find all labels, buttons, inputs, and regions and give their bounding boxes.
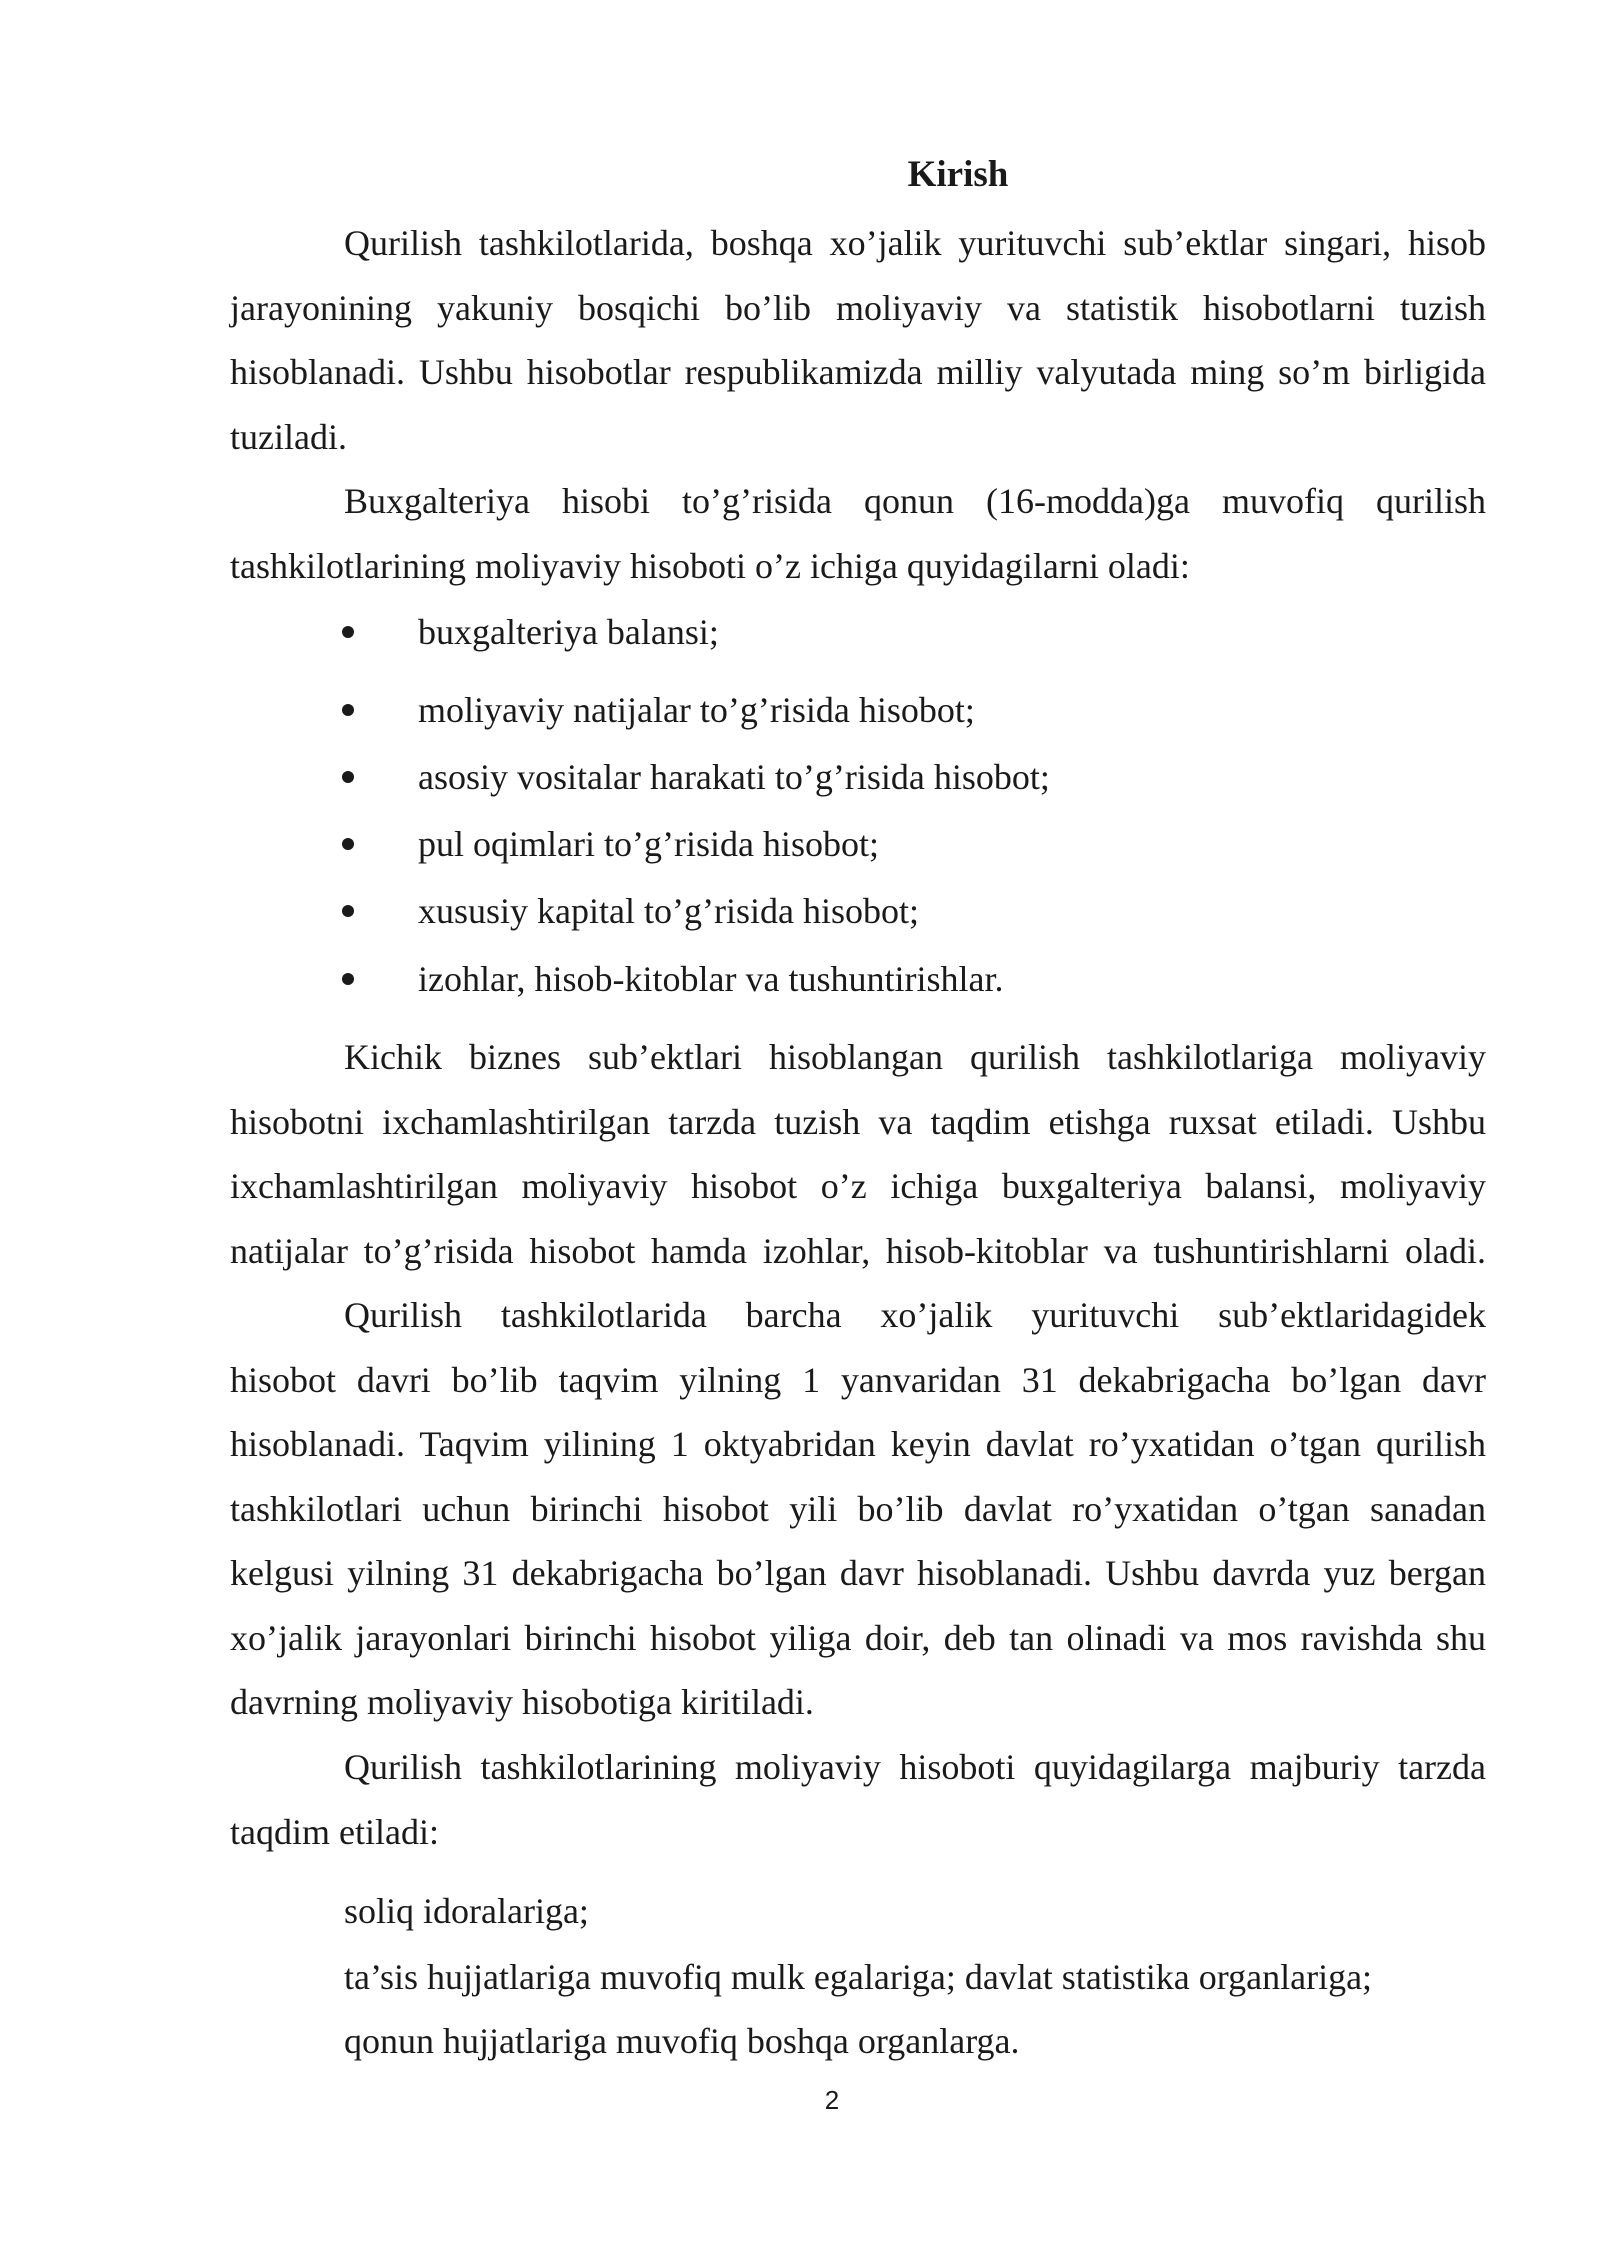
list-item-text: moliyaviy natijalar to’g’risida hisobot; (418, 690, 975, 730)
paragraph-line: hisoblanadi. Taqvim yilining 1 oktyabridan keyin davlat ro’yxatidan o’tgan qurilish (230, 1424, 1486, 1464)
paragraph-reporting-period (230, 1283, 1486, 1735)
list-item-text: buxgalteriya balansi; (418, 612, 719, 652)
list-item-text: xususiy kapital to’g’risida hisobot; (418, 891, 919, 931)
paragraph-line: Qurilish tashkilotlarida barcha xo’jalik yurituvchi sub’ektlaridagidek (344, 1295, 1486, 1335)
list-item-text: izohlar, hisob-kitoblar va tushuntirishlar. (418, 959, 1004, 999)
paragraph-line: xo’jalik jarayonlari birinchi hisobot yiliga doir, deb tan olinadi va mos ravishda shu (230, 1617, 1486, 1658)
paragraph-line: hisoblanadi. Ushbu hisobotlar respublikamizda milliy valyutada ming so’m birligida (230, 352, 1486, 392)
paragraph-line: natijalar to’g’risida hisobot hamda izohlar, hisob-kitoblar va tushuntirishlarni oladi. (230, 1230, 1486, 1271)
bullet-icon (342, 771, 354, 783)
list-item-text: asosiy vositalar harakati to’g’risida hisobot; (418, 757, 1050, 797)
paragraph-line: taqdim etiladi: (230, 1811, 439, 1852)
page-number: 2 (824, 2085, 840, 2115)
bullet-icon (342, 626, 354, 638)
paragraph-intro (230, 211, 1486, 469)
paragraph-line: Qurilish tashkilotlarining moliyaviy hisoboti quyidagilarga majburiy tarzda (344, 1747, 1486, 1787)
paragraph-line: ixchamlashtirilgan moliyaviy hisobot o’z ichiga buxgalteriya balansi, moliyaviy (230, 1166, 1486, 1206)
paragraph-line: jarayonining yakuniy bosqichi bo’lib moliyaviy va statistik hisobotlarni tuzish (230, 287, 1486, 328)
recipient-line: ta’sis hujjatlariga muvofiq mulk egalariga; davlat statistika organlariga; (344, 1957, 1373, 1997)
page-title: Kirish (907, 154, 1009, 195)
bullet-icon (342, 905, 354, 917)
paragraph-law (230, 469, 1486, 598)
paragraph-line: tashkilotlari uchun birinchi hisobot yili bo’lib davlat ro’yxatidan o’tgan sanadan (230, 1488, 1486, 1529)
recipient-line: qonun hujjatlariga muvofiq boshqa organlarga. (344, 2021, 1020, 2061)
paragraph-line: hisobot davri bo’lib taqvim yilning 1 yanvaridan 31 dekabrigacha bo’lgan davr (230, 1359, 1486, 1400)
paragraph-line: Buxgalteriya hisobi to’g’risida qonun (16-modda)ga muvofiq qurilish (344, 481, 1486, 521)
paragraph-line: davrning moliyaviy hisobotiga kiritiladi. (230, 1682, 814, 1722)
paragraph-line: hisobotni ixchamlashtirilgan tarzda tuzish va taqdim etishga ruxsat etiladi. Ushbu (230, 1101, 1486, 1142)
list-item-text: pul oqimlari to’g’risida hisobot; (418, 824, 879, 864)
paragraph-line: Qurilish tashkilotlarida, boshqa xo’jalik yurituvchi sub’ektlar singari, hisob (344, 223, 1486, 263)
paragraph-line: kelgusi yilning 31 dekabrigacha bo’lgan davr hisoblanadi. Ushbu davrda yuz bergan (230, 1553, 1486, 1593)
bullet-icon (342, 973, 354, 985)
paragraph-small-business (230, 1025, 1486, 1283)
paragraph-submission (230, 1735, 1486, 1864)
paragraph-line: tashkilotlarining moliyaviy hisoboti o’z ichiga quyidagilarni oladi: (230, 545, 1190, 586)
bullet-icon (342, 838, 354, 850)
paragraph-line: tuziladi. (230, 416, 347, 457)
recipient-line: soliq idoralariga; (344, 1891, 589, 1931)
bullet-icon (342, 704, 354, 716)
paragraph-line: Kichik biznes sub’ektlari hisoblangan qurilish tashkilotlariga moliyaviy (344, 1037, 1486, 1077)
